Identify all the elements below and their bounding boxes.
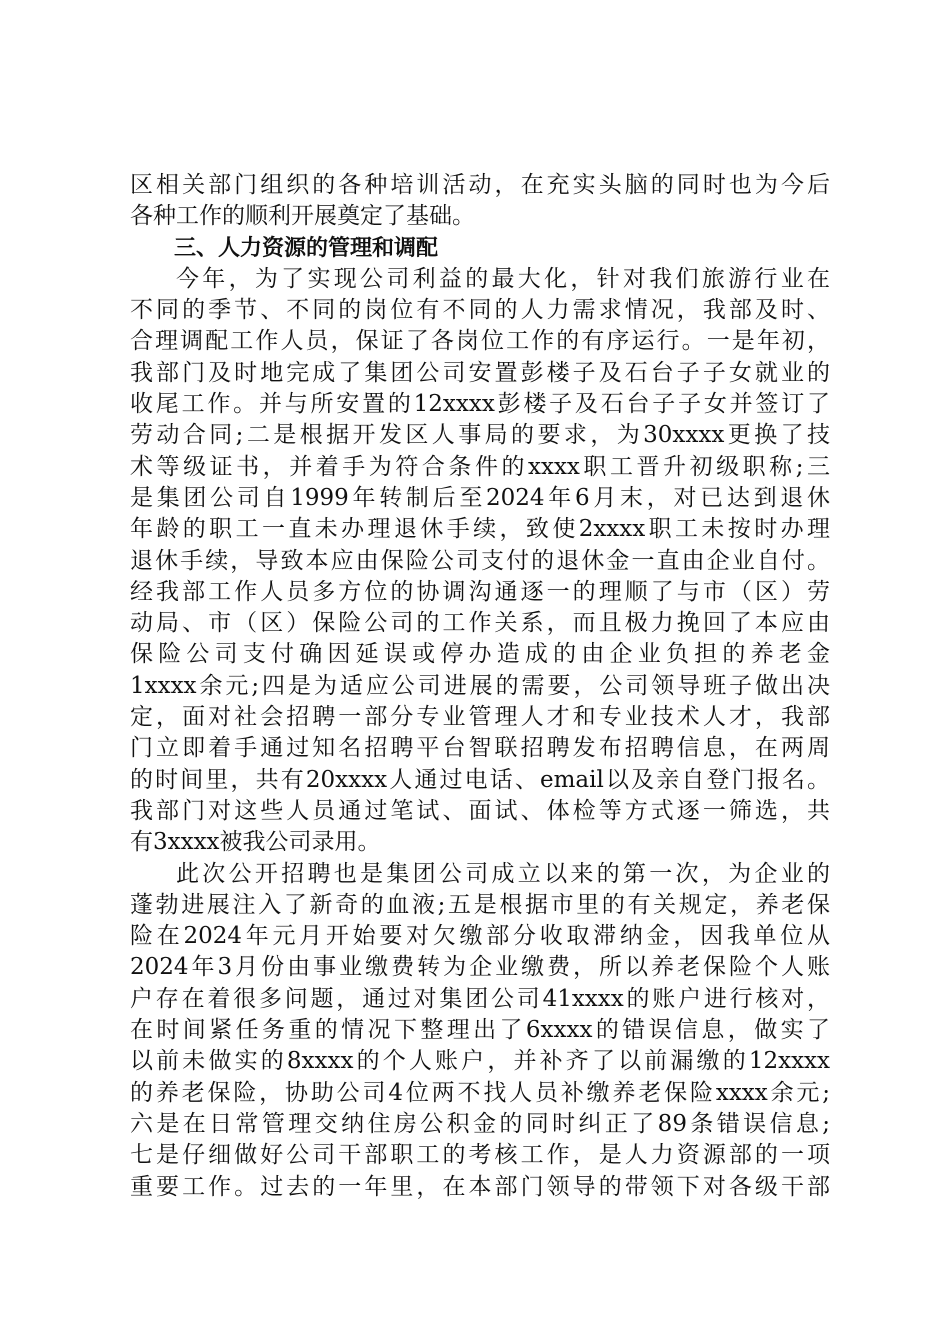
- text-line: 我部门对这些人员通过笔试、面试、体检等方式逐一筛选，共: [130, 797, 830, 824]
- text-line: 2024年3月份由事业缴费转为企业缴费，所以养老保险个人账: [130, 954, 830, 981]
- text-line: 术等级证书，并着手为符合条件的xxxx职工晋升初级职称;三: [130, 453, 830, 480]
- text-line: 户存在着很多问题，通过对集团公司41xxxx的账户进行核对，: [130, 985, 830, 1012]
- document-body: [130, 170, 830, 1203]
- text-line: 合理调配工作人员，保证了各岗位工作的有序运行。一是年初，: [130, 328, 830, 355]
- paragraph-2: [130, 264, 830, 859]
- text-line: 收尾工作。并与所安置的12xxxx彭楼子及石台子子女并签订了: [130, 391, 830, 418]
- text-line: 保险公司支付确因延误或停办造成的由企业负担的养老金: [130, 641, 830, 668]
- text-line: 的时间里，共有20xxxx人通过电话、email以及亲自登门报名。: [130, 766, 830, 793]
- section-heading: 三、人力资源的管理和调配: [174, 235, 439, 261]
- text-line: 区相关部门组织的各种培训活动，在充实头脑的同时也为今后: [130, 172, 830, 198]
- text-line: 重要工作。过去的一年里，在本部门领导的带领下对各级干部: [130, 1173, 830, 1200]
- text-line: 七是仔细做好公司干部职工的考核工作，是人力资源部的一项: [130, 1142, 830, 1169]
- text-line: 各种工作的顺利开展奠定了基础。: [130, 203, 475, 230]
- text-line: 不同的季节、不同的岗位有不同的人力需求情况，我部及时、: [130, 297, 830, 324]
- paragraph-1: [130, 170, 830, 233]
- text-line: 蓬勃进展注入了新奇的血液;五是根据市里的有关规定，养老保: [130, 891, 830, 918]
- text-line: 经我部工作人员多方位的协调沟通逐一的理顺了与市（区）劳: [130, 578, 830, 605]
- text-line: 在时间紧任务重的情况下整理出了6xxxx的错误信息，做实了: [130, 1017, 830, 1044]
- text-line: 1xxxx余元;四是为适应公司进展的需要，公司领导班子做出决: [130, 672, 830, 699]
- text-line: 以前未做实的8xxxx的个人账户，并补齐了以前漏缴的12xxxx: [130, 1048, 830, 1075]
- text-line: 我部门及时地完成了集团公司安置彭楼子及石台子子女就业的: [130, 359, 830, 386]
- text-line: 险在2024年元月开始要对欠缴部分收取滞纳金，因我单位从: [130, 923, 830, 950]
- text-line: 的养老保险，协助公司4位两不找人员补缴养老保险xxxx余元;: [130, 1079, 830, 1106]
- text-line: 定，面对社会招聘一部分专业管理人才和专业技术人才，我部: [130, 704, 830, 731]
- text-line: 今年，为了实现公司利益的最大化，针对我们旅游行业在: [176, 265, 830, 292]
- text-line: 动局、市（区）保险公司的工作关系，而且极力挽回了本应由: [130, 610, 830, 637]
- text-line: 六是在日常管理交纳住房公积金的同时纠正了89条错误信息;: [130, 1110, 830, 1137]
- text-line: 此次公开招聘也是集团公司成立以来的第一次，为企业的: [176, 860, 830, 887]
- text-line: 年龄的职工一直未办理退休手续，致使2xxxx职工未按时办理: [130, 516, 830, 543]
- text-line: 门立即着手通过知名招聘平台智联招聘发布招聘信息，在两周: [130, 735, 830, 762]
- text-line: 劳动合同;二是根据开发区人事局的要求，为30xxxx更换了技: [130, 422, 830, 449]
- text-line: 是集团公司自1999年转制后至2024年6月末，对已达到退休: [130, 484, 830, 511]
- paragraph-3: [130, 859, 830, 1203]
- text-line: 有3xxxx被我公司录用。: [130, 829, 381, 856]
- text-line: 退休手续，导致本应由保险公司支付的退休金一直由企业自付。: [130, 547, 830, 574]
